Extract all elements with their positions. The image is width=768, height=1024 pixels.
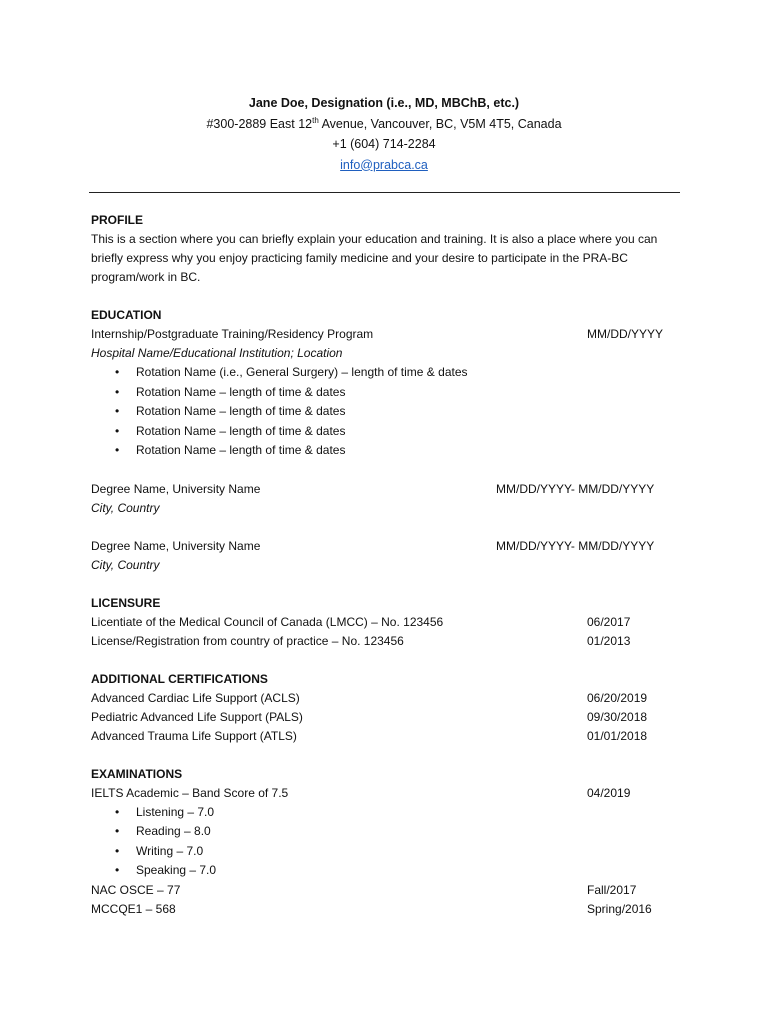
address-part: Avenue, Vancouver, BC, V5M 4T5, Canada xyxy=(318,116,562,131)
list-item xyxy=(91,402,669,422)
list-item xyxy=(91,383,669,403)
rotation-list xyxy=(91,363,669,461)
bullet-icon: • xyxy=(115,824,120,838)
certification-date: 01/01/2018 xyxy=(587,728,648,743)
certification-date: 09/30/2018 xyxy=(587,709,648,724)
certification-label: Advanced Cardiac Life Support (ACLS) xyxy=(91,690,300,705)
certification-label: Pediatric Advanced Life Support (PALS) xyxy=(91,709,303,724)
licensure-label: License/Registration from country of practice – No. 123456 xyxy=(91,633,404,648)
candidate-name: Jane Doe, Designation (i.e., MD, MBChB, etc.) xyxy=(248,96,520,110)
email-link[interactable]: info@prabca.ca xyxy=(340,157,428,172)
resume-header xyxy=(0,93,768,175)
certification-row xyxy=(91,727,669,746)
list-item xyxy=(91,822,669,842)
degree-name: Degree Name, University Name xyxy=(91,481,261,496)
list-item xyxy=(91,422,669,442)
degree-dates: MM/DD/YYYY- MM/DD/YYYY xyxy=(496,481,655,496)
bullet-icon: • xyxy=(115,384,120,399)
certification-row xyxy=(91,708,669,727)
header-divider xyxy=(89,192,680,193)
rotation-text: Rotation Name – length of time & dates xyxy=(136,384,346,399)
exam-row xyxy=(91,881,669,900)
list-item xyxy=(91,861,669,881)
exam-label: IELTS Academic – Band Score of 7.5 xyxy=(91,785,289,800)
list-item xyxy=(91,441,669,461)
exam-label: NAC OSCE – 77 xyxy=(91,882,181,897)
bullet-icon: • xyxy=(115,365,120,379)
rotation-text: Rotation Name – length of time & dates xyxy=(136,404,346,418)
bullet-icon: • xyxy=(115,804,120,819)
list-item xyxy=(91,842,669,862)
licensure-date: 06/2017 xyxy=(587,614,631,629)
exam-date: Spring/2016 xyxy=(587,901,652,916)
list-item xyxy=(91,803,669,823)
licensure-label: Licentiate of the Medical Council of Canada (LMCC) – No. 123456 xyxy=(91,614,444,629)
score-text: Reading – 8.0 xyxy=(136,824,211,838)
address-superscript: th xyxy=(312,115,319,125)
bullet-icon: • xyxy=(115,404,120,418)
degree-name: Degree Name, University Name xyxy=(91,538,261,553)
rotation-text: Rotation Name (i.e., General Surgery) – length of time & dates xyxy=(136,365,468,379)
section-title-examinations: EXAMINATIONS xyxy=(91,766,183,781)
internship-date: MM/DD/YYYY xyxy=(587,327,664,341)
candidate-phone: +1 (604) 714-2284 xyxy=(332,137,436,151)
licensure-row xyxy=(91,613,669,632)
section-title-certifications: ADDITIONAL CERTIFICATIONS xyxy=(91,671,268,686)
bullet-icon: • xyxy=(115,843,120,858)
rotation-text: Rotation Name – length of time & dates xyxy=(136,423,346,438)
certification-date: 06/20/2019 xyxy=(587,690,648,705)
address-part: #300-2889 East 12 xyxy=(206,116,313,131)
candidate-address xyxy=(0,114,768,135)
score-text: Listening – 7.0 xyxy=(136,804,215,819)
internship-program: Internship/Postgraduate Training/Residency Program xyxy=(91,327,374,341)
bullet-icon: • xyxy=(115,443,120,457)
ielts-score-list xyxy=(91,803,669,881)
internship-institution: Hospital Name/Educational Institution; Location xyxy=(91,346,343,360)
licensure-date: 01/2013 xyxy=(587,633,631,648)
exam-row xyxy=(91,900,669,919)
section-title-profile: PROFILE xyxy=(91,213,144,227)
internship-row xyxy=(91,325,669,344)
degree-row xyxy=(91,537,669,556)
licensure-row xyxy=(91,632,669,651)
exam-row xyxy=(91,784,669,803)
degree-dates: MM/DD/YYYY- MM/DD/YYYY xyxy=(496,538,655,553)
resume-body xyxy=(91,211,669,919)
degree-row xyxy=(91,480,669,499)
bullet-icon: • xyxy=(115,423,120,438)
score-text: Speaking – 7.0 xyxy=(136,863,217,877)
exam-date: 04/2019 xyxy=(587,785,631,800)
exam-label: MCCQE1 – 568 xyxy=(91,901,176,916)
degree-location: City, Country xyxy=(91,557,160,572)
degree-location: City, Country xyxy=(91,500,160,515)
profile-text: This is a section where you can briefly explain your education and training. It is also a place where you can briefly express why you enjoy practicing family medicine and your desire to participate in the PRA-BC program/work in BC. xyxy=(91,232,658,284)
rotation-text: Rotation Name – length of time & dates xyxy=(136,443,346,457)
certification-label: Advanced Trauma Life Support (ATLS) xyxy=(91,728,297,743)
section-title-licensure: LICENSURE xyxy=(91,595,161,610)
certification-row xyxy=(91,689,669,708)
bullet-icon: • xyxy=(115,863,120,877)
list-item xyxy=(91,363,669,383)
score-text: Writing – 7.0 xyxy=(136,843,204,858)
exam-date: Fall/2017 xyxy=(587,882,637,897)
section-title-education: EDUCATION xyxy=(91,308,162,322)
